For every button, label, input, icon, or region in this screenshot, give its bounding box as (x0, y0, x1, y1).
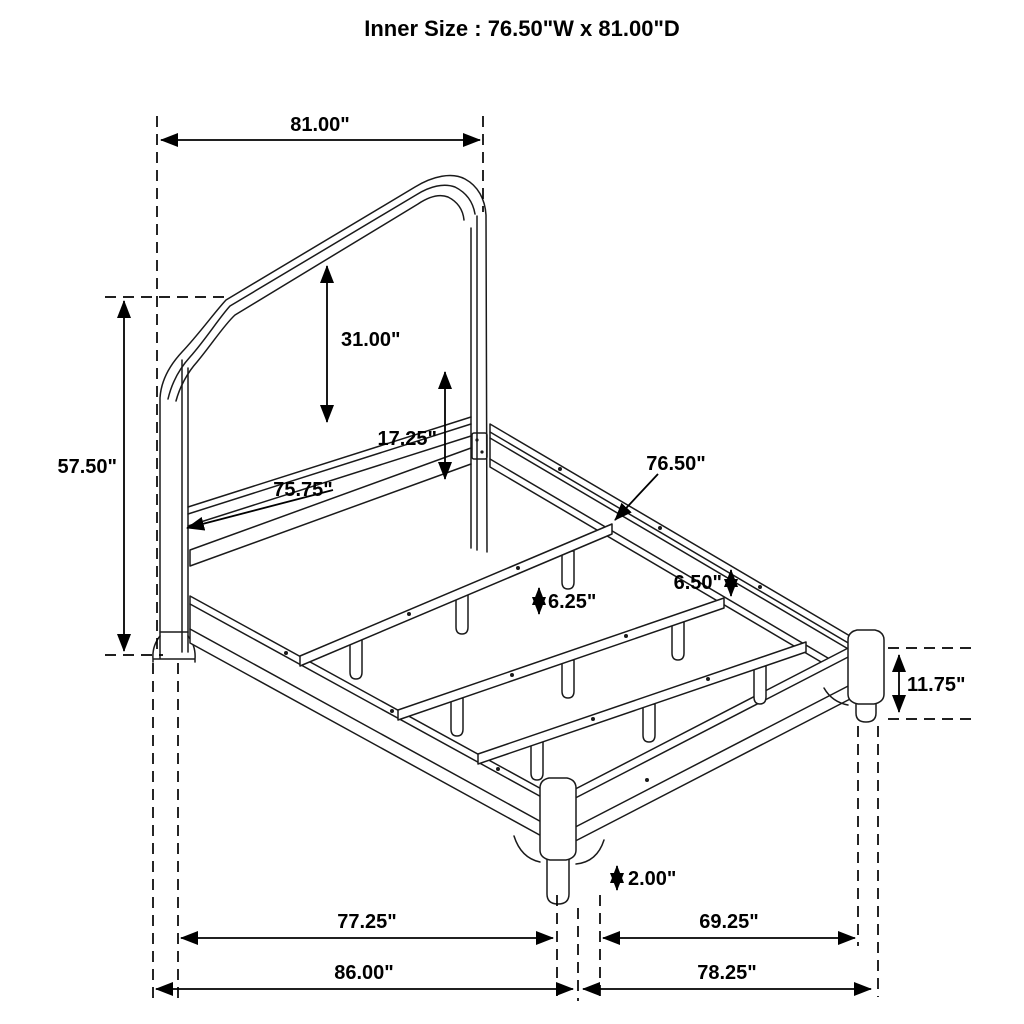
dim-foot-leg-height-label: 2.00" (628, 868, 677, 890)
headboard-fill (160, 176, 487, 658)
bed-drawing (153, 176, 884, 904)
dim-footboard-width-label: 78.25" (697, 962, 757, 984)
slat-rail-1-leg (350, 640, 362, 679)
slat-rail-3-leg (531, 742, 543, 780)
dim-side-rail-length-label: 77.25" (337, 911, 397, 933)
foot-corner-leg (547, 858, 569, 904)
dim-headboard-height-label: 57.50" (57, 456, 117, 478)
dim-mount-height-label: 17.25" (377, 428, 437, 450)
dim-headboard-width (161, 114, 480, 140)
slat-rail-2-leg (672, 622, 684, 660)
right-corner-leg (856, 702, 876, 722)
dim-headboard-height (57, 301, 124, 651)
slat-rail-3-leg (643, 704, 655, 742)
dim-overall-depth-label: 86.00" (334, 962, 394, 984)
dim-slat-rail-length-label: 76.50" (646, 453, 706, 475)
slat-rail-2 (398, 598, 724, 736)
dim-slat-leg-height-label: 6.25" (548, 591, 597, 613)
dim-footboard-width (583, 962, 871, 989)
dim-footboard-height-label: 11.75" (907, 674, 966, 696)
slat-rail-1-leg (562, 551, 574, 589)
dim-overall-depth (156, 962, 573, 989)
dim-slat-leg-height (539, 588, 596, 614)
slat-rail-3-leg (754, 666, 766, 704)
dim-side-rail-length (181, 911, 553, 938)
slat-rail-2-leg (451, 698, 463, 736)
dim-headboard-width-label: 81.00" (290, 114, 350, 136)
dim-footboard-inner-width (603, 911, 855, 938)
slat-rail-1-leg (456, 595, 468, 634)
dim-panel-height-label: 31.00" (341, 329, 401, 351)
diagram-title: Inner Size : 76.50"W x 81.00"D (364, 16, 680, 41)
dim-footboard-height (899, 655, 965, 712)
dim-head-rail-length-label: 75.75" (273, 479, 333, 501)
dim-rail-clearance-label: 6.50" (673, 572, 722, 594)
slat-rail-2-leg (562, 660, 574, 698)
headboard (153, 176, 487, 662)
dim-foot-leg-height (617, 866, 676, 890)
dim-footboard-inner-width-label: 69.25" (699, 911, 759, 933)
